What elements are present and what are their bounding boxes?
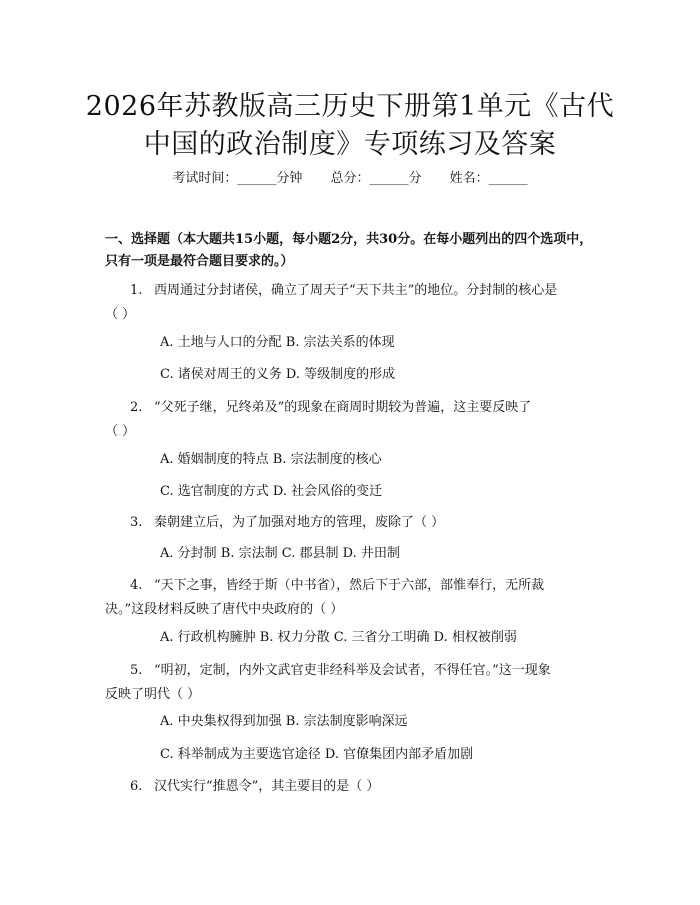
question-2 xyxy=(105,396,600,444)
exam-name: 姓名：______ xyxy=(449,171,528,186)
question-text-cont: （ ） xyxy=(105,424,136,439)
question-2-options-2: C. 选官制度的方式 D. 社会风俗的变迁 xyxy=(160,484,383,499)
question-number: 4. xyxy=(130,578,143,593)
question-5 xyxy=(105,659,600,707)
question-text: 西周通过分封诸侯，确立了周天子“天下共主”的地位。分封制的核心是 xyxy=(154,283,558,298)
exam-time: 考试时间：______分钟 xyxy=(172,171,303,186)
question-number: 5. xyxy=(130,663,143,678)
exam-info xyxy=(0,170,700,188)
question-number: 3. xyxy=(130,515,143,530)
question-text: 秦朝建立后，为了加强对地方的管理，废除了（ ） xyxy=(154,515,445,530)
question-4-options-1: A. 行政机构臃肿 B. 权力分散 C. 三省分工明确 D. 相权被削弱 xyxy=(160,630,517,645)
question-text-cont: 决。”这段材料反映了唐代中央政府的（ ） xyxy=(105,602,344,617)
title-line-2: 中国的政治制度》专项练习及答案 xyxy=(143,129,557,160)
question-1-options-1: A. 土地与人口的分配 B. 宗法关系的体现 xyxy=(160,335,395,350)
question-text: “天下之事，皆经于斯（中书省），然后下于六部，部惟奉行，无所裁 xyxy=(154,578,545,593)
question-1 xyxy=(105,279,600,327)
question-text: “父死子继，兄终弟及”的现象在商周时期较为普遍，这主要反映了 xyxy=(154,400,532,415)
question-number: 1. xyxy=(130,283,143,298)
question-1-options-2: C. 诸侯对周王的义务 D. 等级制度的形成 xyxy=(160,367,396,382)
question-number: 6. xyxy=(130,779,143,794)
question-2-options-1: A. 婚姻制度的特点 B. 宗法制度的核心 xyxy=(160,452,382,467)
section-heading: 一、选择题（本大题共15小题，每小题2分，共30分。在每小题列出的四个选项中，只有一项是最符合题目要求的。） xyxy=(105,232,593,269)
title-line-1: 2026年苏教版高三历史下册第1单元《古代 xyxy=(85,91,615,122)
question-number: 2. xyxy=(130,400,143,415)
question-3-options-1: A. 分封制 B. 宗法制 C. 郡县制 D. 井田制 xyxy=(160,546,400,561)
question-4 xyxy=(105,574,600,622)
question-6 xyxy=(105,775,600,799)
question-text-cont: 反映了明代（ ） xyxy=(105,687,201,702)
page-title xyxy=(60,88,640,164)
question-5-options-1: A. 中央集权得到加强 B. 宗法制度影响深远 xyxy=(160,714,408,729)
question-text: 汉代实行“推恩令”，其主要目的是（ ） xyxy=(154,779,380,794)
question-3 xyxy=(105,511,600,535)
question-text: “明初，定制，内外文武官吏非经科举及会试者，不得任官。”这一现象 xyxy=(154,663,551,678)
exam-score: 总分：______分 xyxy=(330,171,422,186)
question-5-options-2: C. 科举制成为主要选官途径 D. 官僚集团内部矛盾加剧 xyxy=(160,747,474,762)
question-text-cont: （ ） xyxy=(105,307,136,322)
